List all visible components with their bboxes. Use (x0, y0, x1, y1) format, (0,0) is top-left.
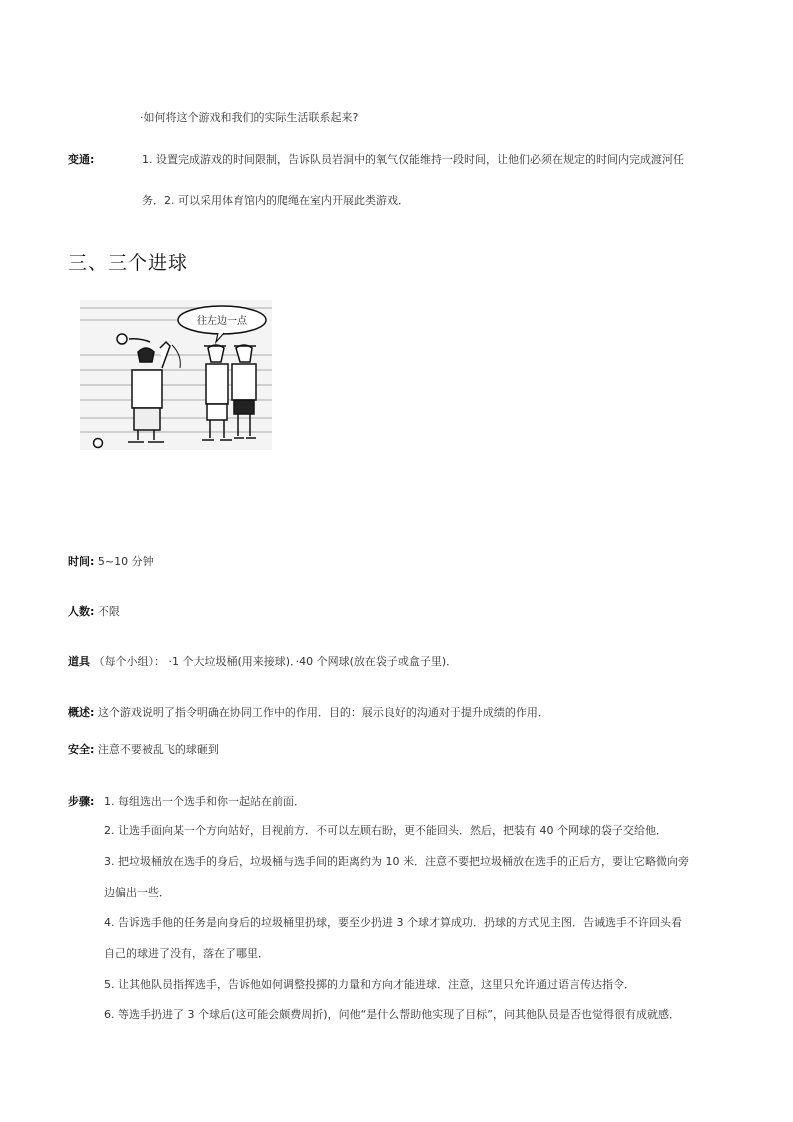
field-safety (68, 741, 219, 757)
field-props-value: ·1 个大垃圾桶(用来接球)．·40 个网球(放在袋子或盒子里)． (168, 655, 458, 668)
game-illustration (80, 300, 272, 450)
section-title: 三、三个进球 (68, 252, 189, 274)
field-overview (68, 704, 549, 720)
variation-label: 变通: (68, 153, 95, 166)
step-item-continued: 自己的球进了没有，落在了哪里． (104, 947, 269, 960)
field-people-label: 人数: (68, 605, 95, 618)
step-item: 2. 让选手面向某一个方向站好，目视前方．不可以左顾右盼，更不能回头．然后，把装有 40 个网球的袋子交给他． (104, 824, 667, 837)
field-safety-value: 注意不要被乱飞的球砸到 (97, 743, 219, 756)
field-props (68, 653, 457, 669)
step-item: 5. 让其他队员指挥选手，告诉他如何调整投掷的力量和方向才能进球．注意，这里只允许通过语言传达指令． (104, 978, 635, 991)
field-props-label: 道具 (68, 655, 90, 668)
steps-label: 步骤: (68, 795, 95, 808)
field-time (68, 553, 154, 569)
svg-text:往左边一点: 往左边一点 (197, 316, 247, 327)
discussion-question: ·如何将这个游戏和我们的实际生活联系起来? (140, 111, 359, 124)
field-props-sublabel: （每个小组）： (93, 655, 165, 668)
field-people-value: 不限 (97, 605, 120, 618)
field-time-label: 时间: (68, 555, 95, 568)
step-item-continued: 边偏出一些． (104, 886, 170, 899)
step-item: 1. 每组选出一个选手和你一起站在前面． (104, 795, 305, 808)
field-safety-label: 安全: (68, 743, 95, 756)
step-item: 6. 等选手扔进了 3 个球后(这可能会颇费周折)，问他“是什么帮助他实现了目标”，问其他队员是否也觉得很有成就感． (104, 1008, 680, 1021)
step-item: 4. 告诉选手他的任务是向身后的垃圾桶里扔球，要至少扔进 3 个球才算成功．扔球的方式见主图．告诫选手不许回头看 (104, 916, 682, 929)
field-overview-label: 概述: (68, 706, 95, 719)
variation-line-1: 1. 设置完成游戏的时间限制，告诉队员岩洞中的氧气仅能维持一段时间，让他们必须在规定的时间内完成渡河任 (142, 153, 684, 166)
variation-line-2: 务．2. 可以采用体育馆内的爬绳在室内开展此类游戏． (142, 194, 409, 207)
field-time-value: 5~10 分钟 (97, 555, 154, 568)
field-people (68, 603, 120, 619)
step-item: 3. 把垃圾桶放在选手的身后，垃圾桶与选手间的距离约为 10 米．注意不要把垃圾桶放在选手的正后方，要让它略微向旁 (104, 855, 689, 868)
field-overview-value: 这个游戏说明了指令明确在协同工作中的作用．目的：展示良好的沟通对于提升成绩的作用． (97, 706, 549, 719)
